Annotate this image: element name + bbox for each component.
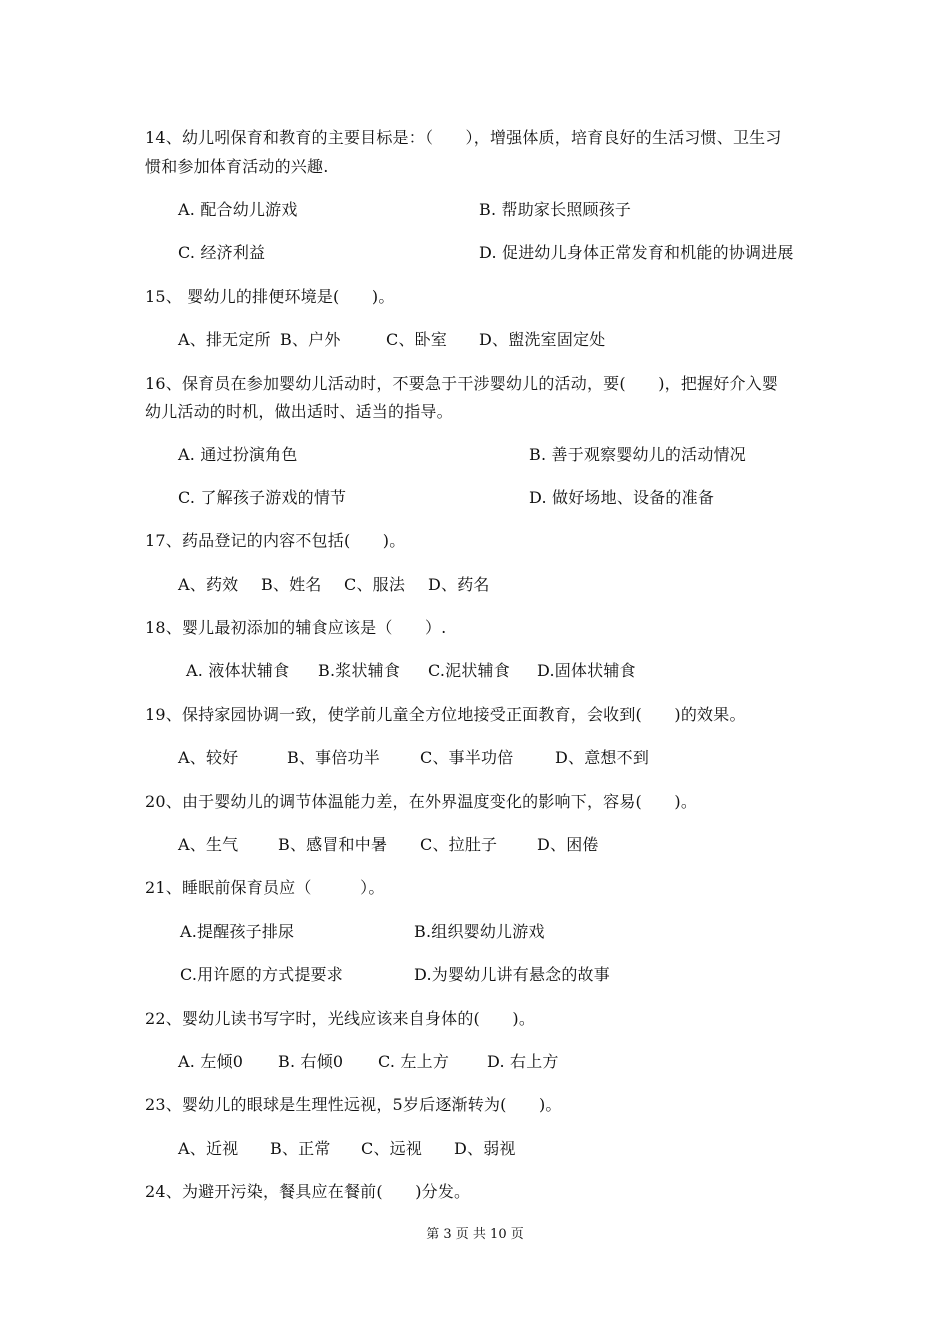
question-16-stem-line1: 16、保育员在参加婴幼儿活动时，不要急于干涉婴幼儿的活动，要( )，把握好介入婴 <box>145 374 779 393</box>
question-15-option-a: A、排无定所 <box>178 330 271 349</box>
question-21-option-a: A.提醒孩子排尿 <box>180 922 295 941</box>
question-17-option-b: B、姓名 <box>261 575 322 594</box>
question-14-option-b: B. 帮助家长照顾孩子 <box>479 200 632 219</box>
question-18-option-c: C.泥状辅食 <box>428 661 510 680</box>
question-21-option-b: B.组织婴幼儿游戏 <box>414 922 545 941</box>
question-23-option-c: C、远视 <box>361 1139 423 1158</box>
question-23-stem: 23、婴幼儿的眼球是生理性远视，5岁后逐渐转为( )。 <box>145 1095 562 1114</box>
question-19-option-c: C、事半功倍 <box>420 748 514 767</box>
question-20-option-b: B、感冒和中暑 <box>278 835 388 854</box>
question-22-option-b: B. 右倾0 <box>278 1052 344 1071</box>
question-20-option-a: A、生气 <box>178 835 239 854</box>
question-23-option-d: D、弱视 <box>454 1139 516 1158</box>
question-19-stem: 19、保持家园协调一致，使学前儿童全方位地接受正面教育，会收到( )的效果。 <box>145 705 746 724</box>
question-23-option-a: A、近视 <box>178 1139 239 1158</box>
question-15-option-c: C、卧室 <box>386 330 448 349</box>
question-22-option-a: A. 左倾0 <box>178 1052 244 1071</box>
question-16-option-a: A. 通过扮演角色 <box>178 445 298 464</box>
question-15-stem: 15、 婴幼儿的排便环境是( )。 <box>145 287 395 306</box>
question-20-option-d: D、困倦 <box>537 835 599 854</box>
question-16-option-d: D. 做好场地、设备的准备 <box>529 488 715 507</box>
question-15-option-b: B、户外 <box>280 330 341 349</box>
question-18-stem: 18、婴儿最初添加的辅食应该是（ ）. <box>145 618 447 637</box>
question-16-option-c: C. 了解孩子游戏的情节 <box>178 488 347 507</box>
question-22-stem: 22、婴幼儿读书写字时，光线应该来自身体的( )。 <box>145 1009 536 1028</box>
question-16-option-b: B. 善于观察婴幼儿的活动情况 <box>529 445 746 464</box>
question-18-option-b: B.浆状辅食 <box>318 661 401 680</box>
question-21-option-d: D.为婴幼儿讲有悬念的故事 <box>414 965 610 984</box>
question-18-option-d: D.固体状辅食 <box>537 661 636 680</box>
question-19-option-d: D、意想不到 <box>555 748 650 767</box>
question-20-option-c: C、拉肚子 <box>420 835 498 854</box>
question-21-stem: 21、睡眠前保育员应（ ）。 <box>145 878 385 897</box>
question-14-option-c: C. 经济利益 <box>178 243 266 262</box>
question-17-stem: 17、药品登记的内容不包括( )。 <box>145 531 406 550</box>
question-14-option-d: D. 促进幼儿身体正常发育和机能的协调进展 <box>479 243 794 262</box>
question-21-option-c: C.用许愿的方式提要求 <box>180 965 343 984</box>
question-17-option-c: C、服法 <box>344 575 406 594</box>
question-19-option-a: A、较好 <box>178 748 239 767</box>
question-24-stem: 24、为避开污染，餐具应在餐前( )分发。 <box>145 1182 471 1201</box>
question-17-option-a: A、药效 <box>178 575 239 594</box>
question-16-stem-line2: 幼儿活动的时机，做出适时、适当的指导。 <box>145 402 453 421</box>
question-20-stem: 20、由于婴幼儿的调节体温能力差，在外界温度变化的影响下，容易( )。 <box>145 792 698 811</box>
question-22-option-d: D. 右上方 <box>487 1052 559 1071</box>
question-15-option-d: D、盥洗室固定处 <box>479 330 606 349</box>
page-number-footer: 第 3 页 共 10 页 <box>426 1227 524 1242</box>
question-22-option-c: C. 左上方 <box>378 1052 450 1071</box>
question-17-option-d: D、药名 <box>428 575 490 594</box>
question-23-option-b: B、正常 <box>270 1139 331 1158</box>
question-14-stem-line1: 14、幼儿吲保育和教育的主要目标是：（ ），增强体质，培育良好的生活习惯、卫生习 <box>145 128 782 147</box>
question-14-option-a: A. 配合幼儿游戏 <box>178 200 298 219</box>
question-14-stem-line2: 惯和参加体育活动的兴趣. <box>145 157 329 176</box>
question-18-option-a: A. 液体状辅食 <box>186 661 290 680</box>
question-19-option-b: B、事倍功半 <box>287 748 380 767</box>
